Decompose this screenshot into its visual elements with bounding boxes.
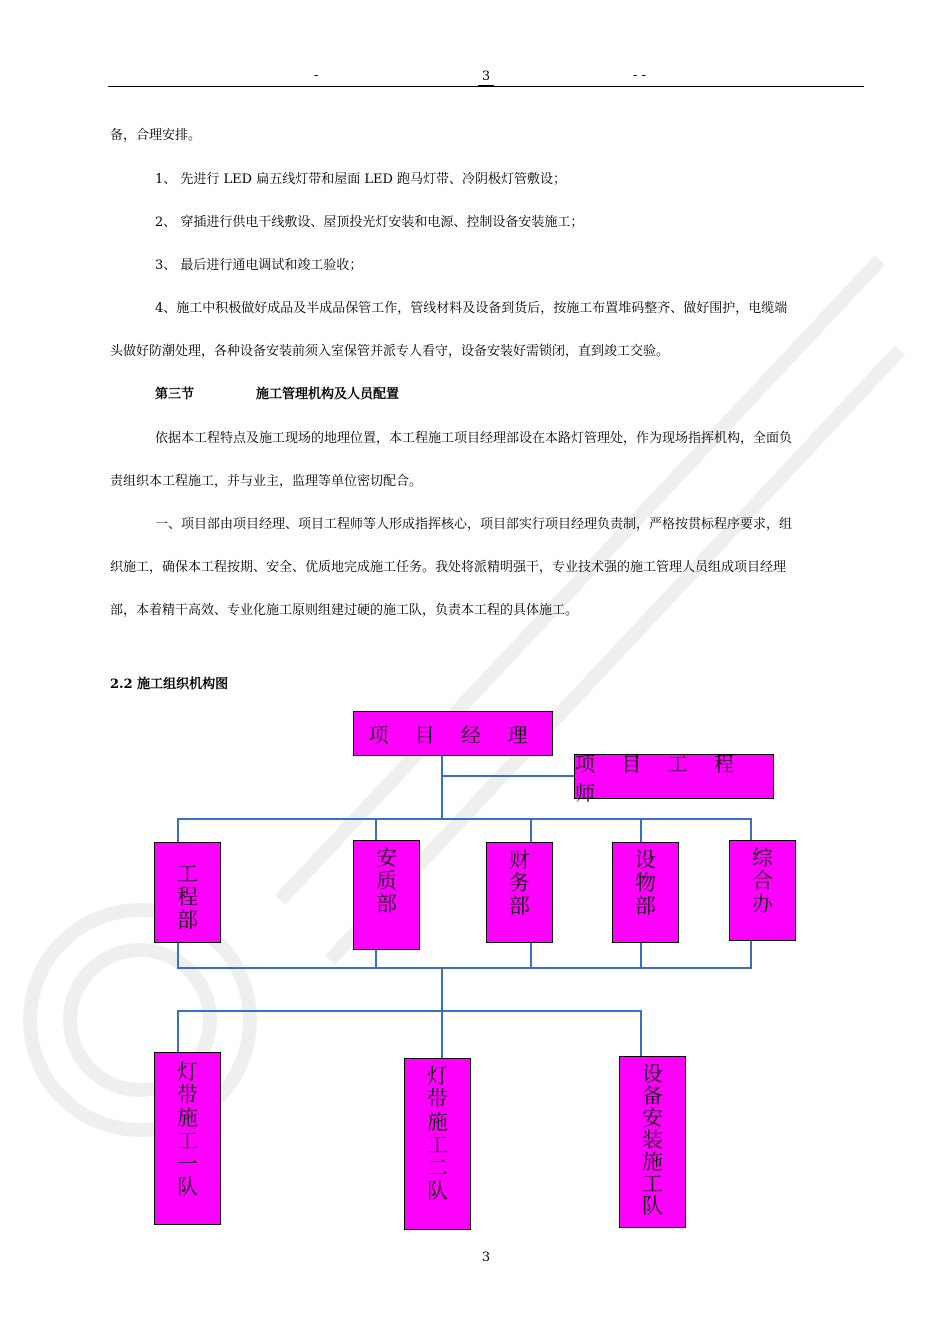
dept-char: 务: [509, 871, 530, 895]
dept-char: 部: [376, 892, 397, 916]
connector: [441, 967, 443, 1011]
dept-char: 工: [177, 862, 198, 886]
header-rule: [108, 86, 864, 87]
department-finance: [486, 842, 553, 943]
list-item-4-line-2: 头做好防潮处理，各种设备安装前须入室保管并派专人看守，设备安装好需锁闭，直到竣工交验。: [110, 344, 670, 359]
dept-char: 部: [509, 894, 530, 918]
team-char: 工: [177, 1129, 198, 1153]
dept-char: 财: [509, 848, 530, 872]
team-char: 带: [427, 1087, 448, 1111]
connector: [177, 1010, 179, 1052]
header-right-mark: - -: [633, 68, 646, 83]
section-title: 施工管理机构及人员配置: [256, 387, 400, 402]
dept-char: 合: [752, 869, 773, 893]
department-materials: [612, 842, 679, 943]
team-char: 灯: [427, 1064, 448, 1088]
list-item-3: 3、 最后进行通电调试和竣工验收；: [155, 258, 363, 273]
team-char: 工: [427, 1133, 448, 1157]
connector: [441, 755, 443, 819]
chart-heading: 2.2 施工组织机构图: [110, 677, 229, 692]
team-char: 灯: [177, 1060, 198, 1084]
dept-char: 程: [177, 885, 198, 909]
list-item-1: 1、 先进行 LED 扁五线灯带和屋面 LED 跑马灯带、冷阴极灯管敷设；: [155, 172, 567, 187]
dept-char: 安: [376, 846, 397, 870]
team-char: 施: [177, 1106, 198, 1130]
dept-char: 部: [635, 894, 656, 918]
connector: [375, 818, 377, 840]
team-light-strip-1: [154, 1052, 221, 1225]
dept-char: 设: [635, 848, 656, 872]
connector: [640, 942, 642, 968]
connector: [750, 940, 752, 968]
connector: [177, 818, 751, 820]
footer-page-number: 3: [481, 1250, 491, 1265]
dept-char: 部: [177, 908, 198, 932]
paragraph-2-line-1: 一、项目部由项目经理、项目工程师等人形成指挥核心，项目部实行项目经理负责制，严格按贯标程序要求，组: [155, 517, 793, 532]
connector: [177, 967, 752, 969]
team-char: 队: [177, 1175, 198, 1199]
department-general-office: [729, 840, 796, 941]
connector: [640, 1010, 642, 1056]
team-char: 装: [642, 1128, 663, 1152]
dept-char: 质: [376, 869, 397, 893]
team-char: 队: [642, 1194, 663, 1218]
team-char: 队: [427, 1179, 448, 1203]
connector: [177, 818, 179, 842]
team-equipment-install: [619, 1056, 686, 1228]
connector: [441, 1010, 443, 1058]
connector: [177, 942, 179, 968]
connector: [530, 818, 532, 842]
paragraph-2-line-2: 织施工，确保本工程按期、安全、优质地完成施工任务。我处将派精明强干，专业技术强的施工管理人员组成项目经理: [110, 560, 787, 575]
team-char: 施: [642, 1150, 663, 1174]
team-char: 备: [642, 1084, 663, 1108]
team-char: 工: [642, 1172, 663, 1196]
manager-box: 项 目 经 理: [353, 711, 553, 756]
dept-char: 物: [635, 871, 656, 895]
dept-char: 综: [752, 846, 773, 870]
connector: [177, 1010, 642, 1012]
connector: [530, 942, 532, 968]
team-char: 设: [642, 1062, 663, 1086]
team-char: 一: [177, 1152, 198, 1176]
paragraph-1-line-1: 依据本工程特点及施工现场的地理位置，本工程施工项目经理部设在本路灯管理处，作为现场指挥机构，全面负: [155, 431, 793, 446]
team-light-strip-2: [404, 1058, 471, 1230]
team-char: 带: [177, 1083, 198, 1107]
header-page-number: 3: [478, 68, 494, 87]
paragraph-continuation: 备，合理安排。: [110, 128, 202, 143]
connector: [375, 950, 377, 968]
engineer-box: 项 目 工 程 师: [574, 754, 774, 799]
section-number: 第三节: [155, 387, 195, 402]
dept-char: 办: [752, 892, 773, 916]
connector: [640, 818, 642, 842]
team-char: 施: [427, 1110, 448, 1134]
team-char: 二: [427, 1156, 448, 1180]
department-safety-quality: [353, 840, 420, 950]
paragraph-2-line-3: 部，本着精干高效、专业化施工原则组建过硬的施工队，负责本工程的具体施工。: [110, 603, 579, 618]
department-engineering: [154, 842, 221, 943]
list-item-4-line-1: 4、施工中积极做好成品及半成品保管工作，管线材料及设备到货后，按施工布置堆码整齐、做好围护，电缆端: [155, 301, 788, 316]
list-item-2: 2、 穿插进行供电干线敷设、屋顶投光灯安装和电源、控制设备安装施工；: [155, 215, 584, 230]
header-left-mark: -: [314, 68, 319, 83]
connector: [750, 818, 752, 840]
paragraph-1-line-2: 责组织本工程施工，并与业主，监理等单位密切配合。: [110, 474, 423, 489]
team-char: 安: [642, 1106, 663, 1130]
connector: [441, 775, 575, 777]
